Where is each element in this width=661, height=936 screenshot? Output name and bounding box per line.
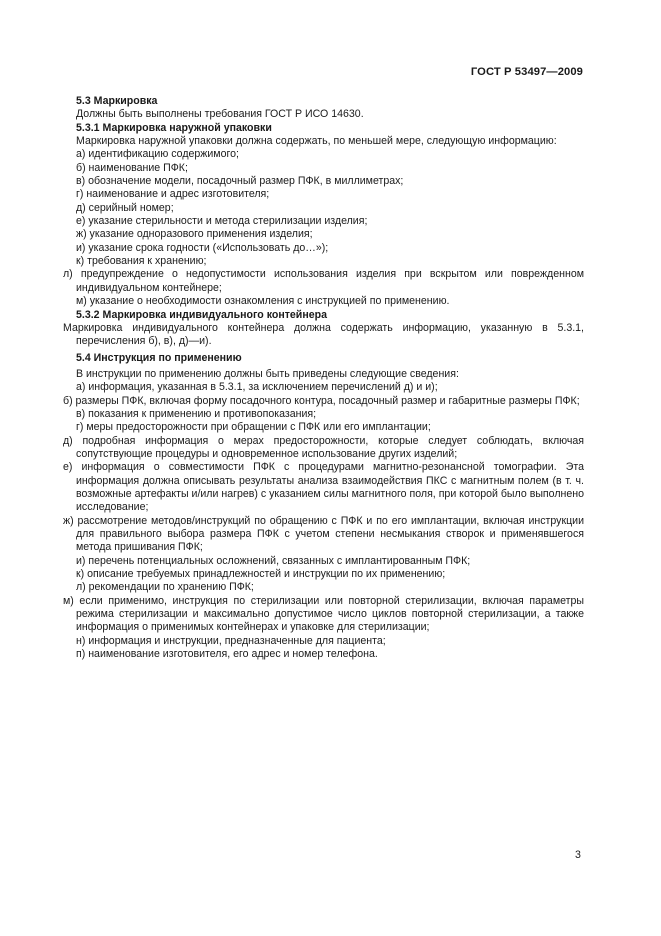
list-item: и) указание срока годности («Использовать до…»); xyxy=(76,241,329,254)
list-item: н) информация и инструкции, предназначенные для пациента; xyxy=(76,634,386,647)
section-5-3-1-heading: 5.3.1 Маркировка наружной упаковки xyxy=(76,121,272,134)
section-5-4-heading: 5.4 Инструкция по применению xyxy=(76,351,242,364)
list-item: м) если применимо, инструкция по стерилизации или повторной стерилизации, включая параметры режима стерилизации и максимально допустимое число циклов повторной стерилизации, а также информация о применимых контейнерах и упаковке для стерилизации; xyxy=(63,594,584,634)
list-item: г) наименование и адрес изготовителя; xyxy=(76,188,270,201)
list-item: в) показания к применению и противопоказания; xyxy=(76,407,317,420)
list-item: е) указание стерильности и метода стерилизации изделия; xyxy=(76,215,368,228)
page-number: 3 xyxy=(575,849,581,861)
document-code: ГОСТ Р 53497—2009 xyxy=(470,66,583,78)
list-item: ж) рассмотрение методов/инструкций по обращению с ПФК и по его имплантации, включая инструкции для правильного выбора размера ПФК с учетом степени несмыкания створок и применявшегося метода пришивания ПФК; xyxy=(63,514,584,554)
list-item: а) идентификацию содержимого; xyxy=(76,148,239,161)
list-item: п) наименование изготовителя, его адрес и номер телефона. xyxy=(76,648,378,661)
list-item: д) подробная информация о мерах предосторожности, которые следует соблюдать, включая сопутствующие процедуры и одновременное использование других изделий; xyxy=(63,434,584,460)
section-5-3-heading: 5.3 Маркировка xyxy=(76,95,158,107)
list-item: д) серийный номер; xyxy=(76,201,174,214)
list-item: л) предупреждение о недопустимости использования изделия при вскрытом или поврежденном индивидуальном контейнере; xyxy=(63,268,584,294)
section-5-3-2-text: Маркировка индивидуального контейнера должна содержать информацию, указанную в 5.3.1, перечисления б), в), д)—и). xyxy=(63,321,584,348)
list-item: к) описание требуемых принадлежностей и инструкции по их применению; xyxy=(76,568,446,581)
list-item: м) указание о необходимости ознакомления с инструкцией по применению. xyxy=(76,295,450,308)
list-item: г) меры предосторожности при обращении с ПФК или его имплантации; xyxy=(76,421,431,434)
list-item: ж) указание одноразового применения изделия; xyxy=(76,228,313,241)
list-item: б) размеры ПФК, включая форму посадочного контура, посадочный размер и габаритные размеры ПФК; xyxy=(63,394,580,407)
document-body xyxy=(63,95,584,661)
list-item: и) перечень потенциальных осложнений, связанных с имплантированным ПФК; xyxy=(76,554,471,567)
section-5-4-intro: В инструкции по применению должны быть приведены следующие сведения: xyxy=(76,367,459,380)
list-item: б) наименование ПФК; xyxy=(76,161,188,174)
section-5-3-2-heading: 5.3.2 Маркировка индивидуального контейнера xyxy=(76,308,327,321)
list-item: а) информация, указанная в 5.3.1, за исключением перечислений д) и и); xyxy=(76,381,438,394)
list-item: е) информация о совместимости ПФК с процедурами магнитно-резонансной томографии. Эта информация должна описывать результаты анализа взаимодействия ПКС с магнитным полем (в т. ч. возможные артефакты и/или нагрев) с указанием силы магнитного поля, при которой было выполнено исследование; xyxy=(63,461,584,514)
list-item: в) обозначение модели, посадочный размер ПФК, в миллиметрах; xyxy=(76,175,404,188)
section-5-3-text: Должны быть выполнены требования ГОСТ Р ИСО 14630. xyxy=(76,108,364,121)
list-item: к) требования к хранению; xyxy=(76,255,207,268)
list-item: л) рекомендации по хранению ПФК; xyxy=(76,581,254,594)
section-5-3-1-intro: Маркировка наружной упаковки должна содержать, по меньшей мере, следующую информацию: xyxy=(76,135,557,148)
